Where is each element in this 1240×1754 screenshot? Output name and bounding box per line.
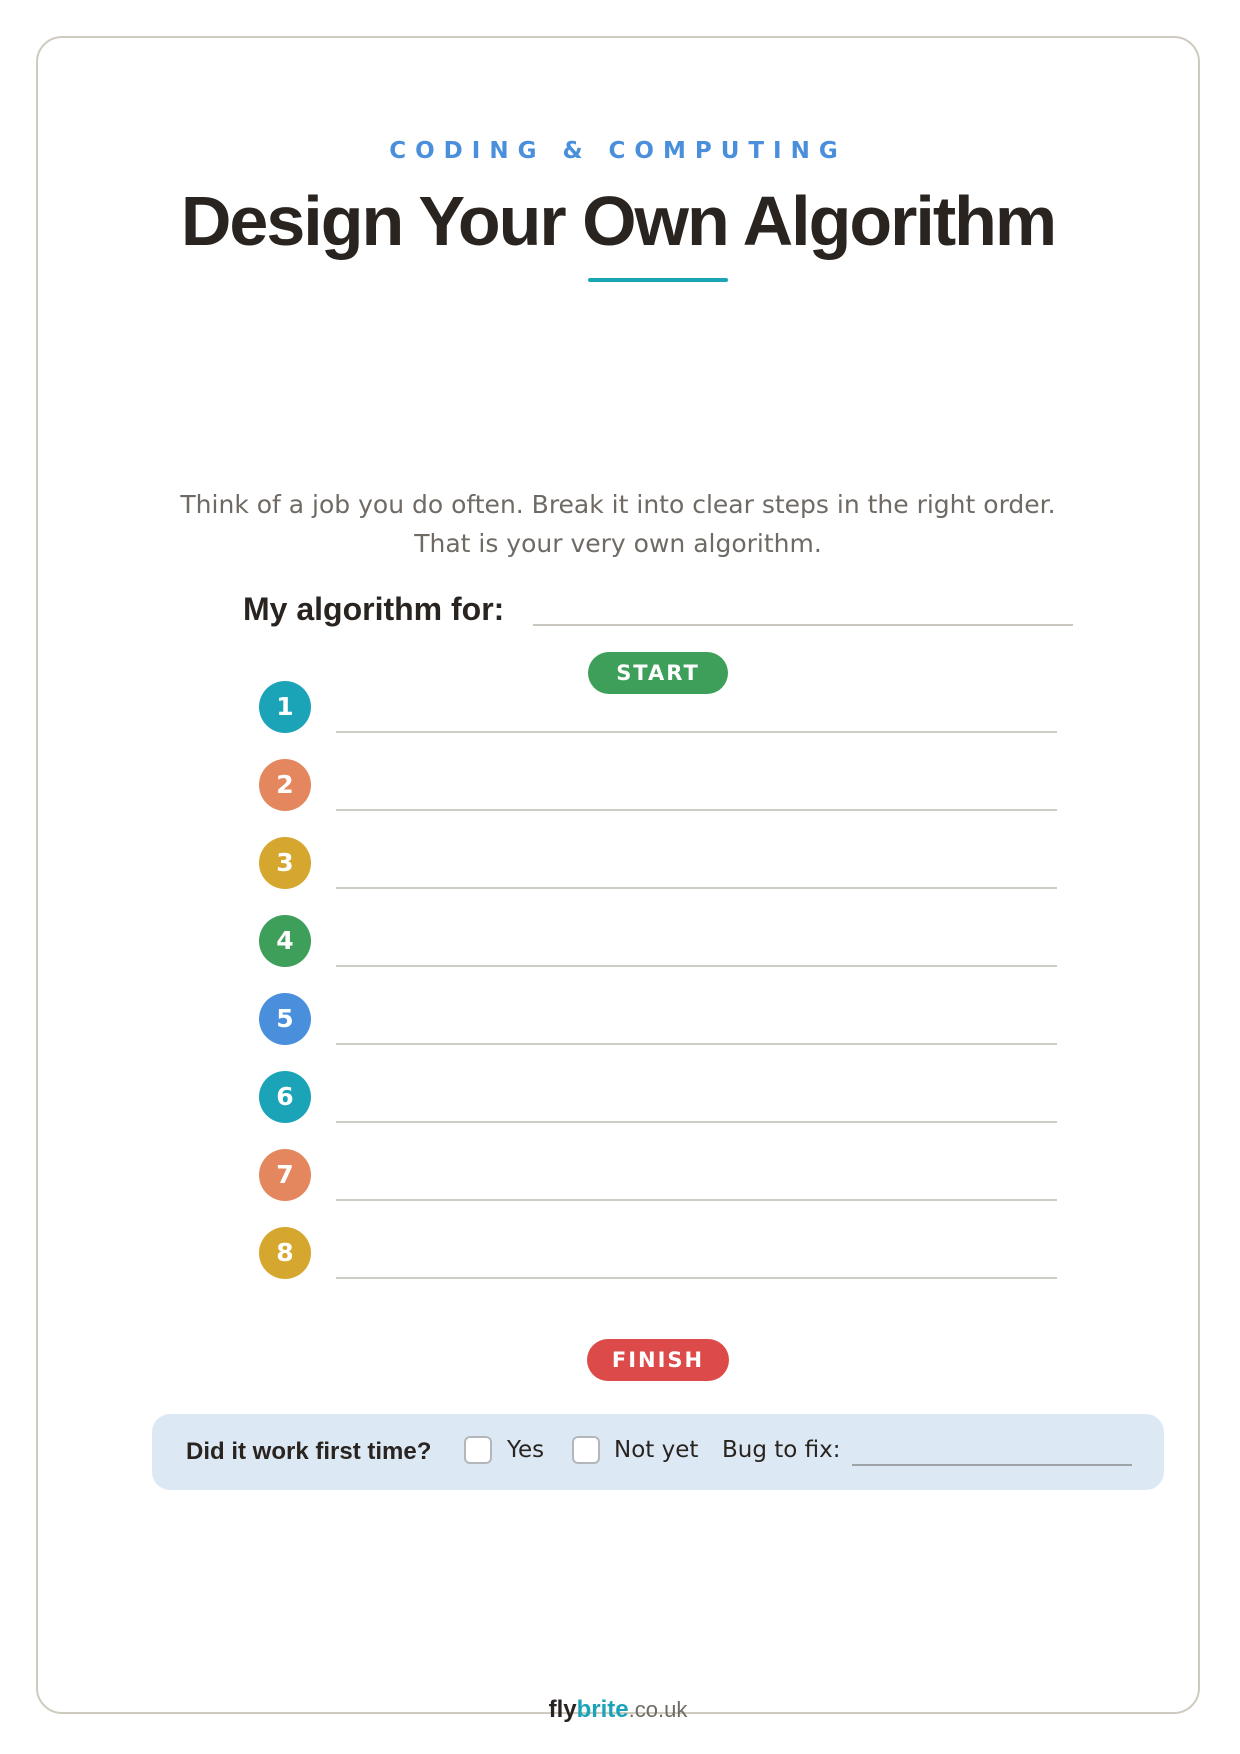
worksheet-page — [36, 36, 1200, 1723]
step-number-badge: 5 — [259, 993, 311, 1045]
yes-label: Yes — [507, 1437, 545, 1463]
brand-name-part-1: fly — [548, 1696, 577, 1723]
step-answer-line[interactable] — [336, 731, 1057, 733]
title-underline — [588, 278, 728, 282]
page-title: Design Your Own Algorithm — [180, 182, 1056, 260]
step-row-4 — [259, 915, 1059, 969]
step-row-7 — [259, 1149, 1059, 1203]
step-row-6 — [259, 1071, 1059, 1125]
step-answer-line[interactable] — [336, 1199, 1057, 1201]
brand-domain: .co.uk — [628, 1697, 688, 1722]
start-badge: START — [588, 652, 728, 694]
brand-name-part-2: brite — [576, 1696, 629, 1723]
step-answer-line[interactable] — [336, 965, 1057, 967]
step-number-badge: 7 — [259, 1149, 311, 1201]
bug-to-fix-field[interactable] — [852, 1464, 1132, 1466]
step-row-5 — [259, 993, 1059, 1047]
finish-badge: FINISH — [587, 1339, 729, 1381]
step-number-badge: 3 — [259, 837, 311, 889]
step-number-badge: 6 — [259, 1071, 311, 1123]
intro-line-2: That is your very own algorithm. — [414, 529, 822, 558]
step-number-badge: 8 — [259, 1227, 311, 1279]
bug-to-fix-label: Bug to fix: — [722, 1437, 841, 1463]
not-yet-label: Not yet — [614, 1437, 699, 1463]
step-answer-line[interactable] — [336, 1121, 1057, 1123]
step-number-badge: 4 — [259, 915, 311, 967]
test-check-panel — [152, 1414, 1164, 1490]
footer-brand — [38, 1696, 1198, 1724]
step-row-3 — [259, 837, 1059, 891]
step-answer-line[interactable] — [336, 1043, 1057, 1045]
step-row-8 — [259, 1227, 1059, 1281]
step-answer-line[interactable] — [336, 1277, 1057, 1279]
step-answer-line[interactable] — [336, 809, 1057, 811]
step-number-badge: 2 — [259, 759, 311, 811]
not-yet-checkbox[interactable] — [572, 1436, 600, 1464]
step-row-1 — [259, 681, 1059, 735]
did-it-work-label: Did it work first time? — [186, 1438, 432, 1465]
algorithm-for-field[interactable] — [533, 624, 1073, 626]
step-answer-line[interactable] — [336, 887, 1057, 889]
intro-line-1: Think of a job you do often. Break it into clear steps in the right order. — [180, 490, 1056, 519]
step-number-badge: 1 — [259, 681, 311, 733]
step-row-2 — [259, 759, 1059, 813]
yes-checkbox[interactable] — [464, 1436, 492, 1464]
algorithm-for-label: My algorithm for: — [243, 591, 505, 627]
subject-heading: CODING & COMPUTING — [389, 138, 847, 164]
